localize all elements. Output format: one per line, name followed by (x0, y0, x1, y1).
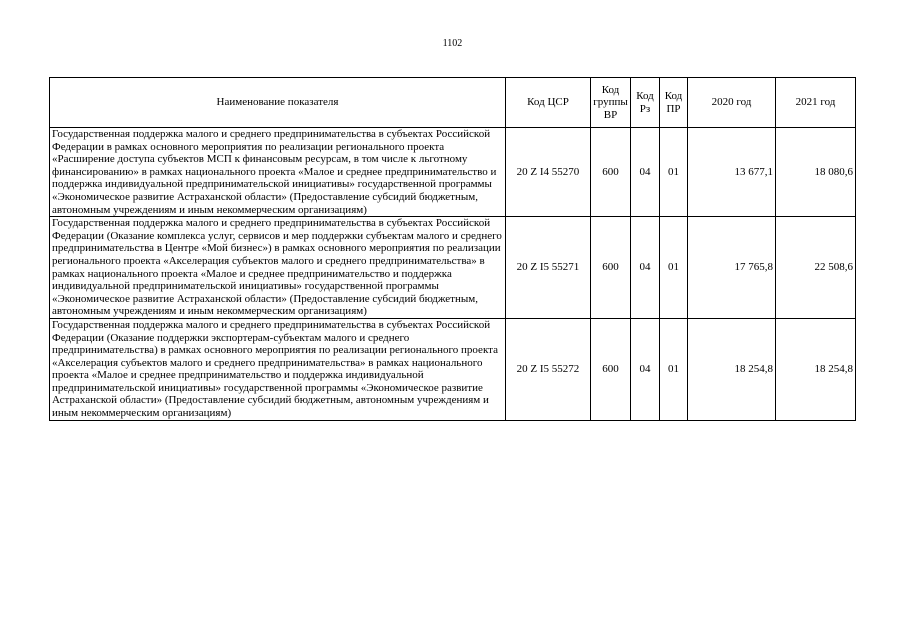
header-name: Наименование показателя (50, 78, 506, 128)
row-pr-code: 01 (660, 318, 688, 420)
table-header-row (50, 78, 856, 128)
row-rz-code: 04 (631, 318, 660, 420)
row-vr-code: 600 (591, 318, 631, 420)
table-row (50, 217, 856, 319)
header-vr-code: Код группы ВР (591, 78, 631, 128)
row-rz-code: 04 (631, 128, 660, 217)
row-amount-2021: 18 254,8 (776, 318, 856, 420)
header-csr-code: Код ЦСР (506, 78, 591, 128)
row-name: Государственная поддержка малого и среднего предпринимательства в субъектах Российской Федерации (Оказание комплекса услуг, сервисов и мер поддержки субъектам малого и среднего предпринимательства в Центре «Мой бизнес») в рамках основного мероприятия по реализации регионального проекта «Акселерация субъектов малого и среднего предпринимательства» в рамках национального проекта «Малое и среднее предпринимательство и поддержка индивидуальной предпринимательской инициативы» государственной программы «Экономическое развитие Астраханской области» (Предоставление субсидий бюджетным, автономным учреждениям и иным некоммерческим организациям) (50, 217, 506, 319)
row-amount-2020: 18 254,8 (688, 318, 776, 420)
row-amount-2021: 18 080,6 (776, 128, 856, 217)
page-number: 1102 (442, 38, 463, 49)
row-name: Государственная поддержка малого и среднего предпринимательства в субъектах Российской Федерации в рамках основного мероприятия по реализации регионального проекта «Расширение доступа субъектов МСП к финансовым ресурсам, в том числе к льготному финансированию» в рамках национального проекта «Малое и среднее предпринимательство и поддержка индивидуальной предпринимательской инициативы» государственной программы «Экономическое развитие Астраханской области» (Предоставление субсидий бюджетным, автономным учреждениям и иным некоммерческим организациям) (50, 128, 506, 217)
row-vr-code: 600 (591, 217, 631, 319)
row-name: Государственная поддержка малого и среднего предпринимательства в субъектах Российской Федерации (Оказание поддержки экспортерам-субъектам малого и среднего предпринимательства) в рамках основного мероприятия по реализации регионального проекта «Акселерация субъектов малого и среднего предпринимательства» в рамках национального проекта «Малое и среднее предпринимательство и поддержка индивидуальной предпринимательской инициативы» государственной программы «Экономическое развитие Астраханской области» (Предоставление субсидий бюджетным, автономным учреждениям и иным некоммерческим организациям) (50, 318, 506, 420)
row-rz-code: 04 (631, 217, 660, 319)
header-pr-code: Код ПР (660, 78, 688, 128)
row-amount-2021: 22 508,6 (776, 217, 856, 319)
header-rz-code: Код Рз (631, 78, 660, 128)
row-amount-2020: 13 677,1 (688, 128, 776, 217)
row-csr-code: 20 Z I4 55270 (506, 128, 591, 217)
row-csr-code: 20 Z I5 55271 (506, 217, 591, 319)
row-amount-2020: 17 765,8 (688, 217, 776, 319)
row-csr-code: 20 Z I5 55272 (506, 318, 591, 420)
budget-table (49, 77, 856, 421)
row-pr-code: 01 (660, 217, 688, 319)
header-year-2020: 2020 год (688, 78, 776, 128)
row-pr-code: 01 (660, 128, 688, 217)
header-year-2021: 2021 год (776, 78, 856, 128)
table-row (50, 318, 856, 420)
row-vr-code: 600 (591, 128, 631, 217)
table-row (50, 128, 856, 217)
